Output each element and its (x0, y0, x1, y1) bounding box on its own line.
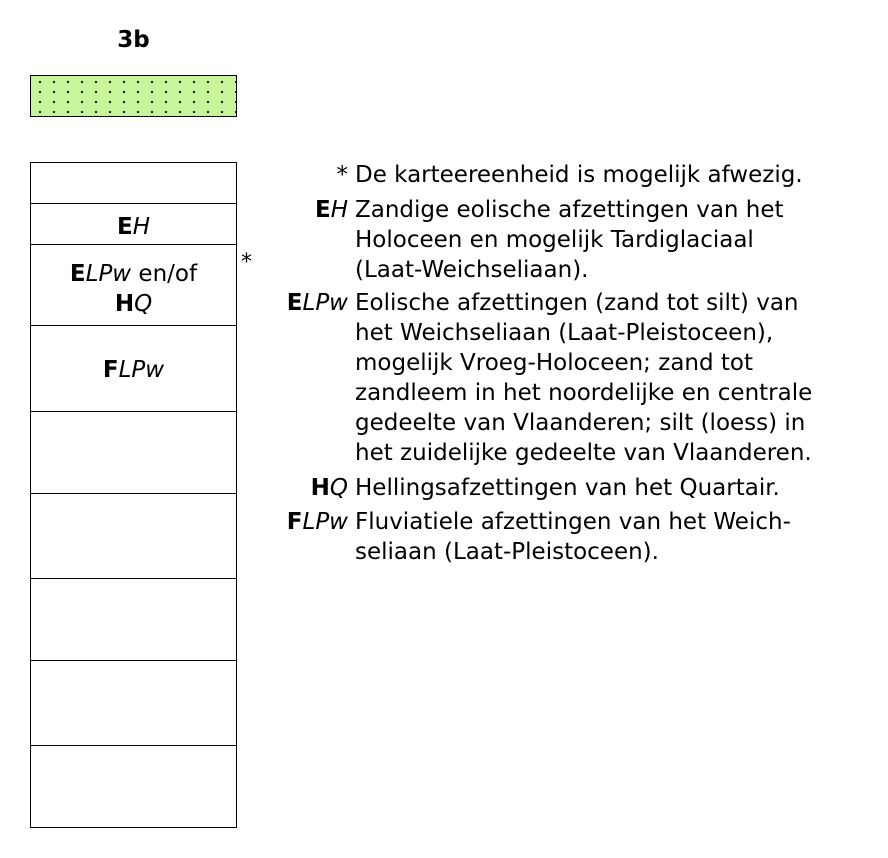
legend-code: HQ (310, 475, 348, 501)
legend-code: * (336, 162, 348, 188)
legend-description: Eolische afzettingen (zand tot silt) van het Weichseliaan (Laat-Pleistoceen), mogelijk Vroeg-Holoceen; zand tot zandleem in het noordelijke en centrale gedeelte van Vlaanderen; silt (loess) in het zuidelijke gedeelte van Vlaanderen. (355, 290, 813, 466)
legend-description: Fluviatiele afzettingen van het Weich- seliaan (Laat-Pleistoceen). (355, 509, 791, 565)
layer-label-eh: EH (116, 214, 150, 240)
legend-item (0, 473, 888, 503)
layer-boundary (31, 745, 236, 746)
layer-label-flpw: FLPw (102, 357, 165, 383)
legend-item (0, 507, 888, 567)
profile-title: 3b (117, 27, 150, 53)
legend-description: Hellingsafzettingen van het Quartair. (355, 475, 780, 501)
legend-code: FLPw (286, 509, 348, 535)
layer-boundary (31, 660, 236, 661)
legend-code: ELPw (286, 290, 348, 316)
absence-marker: * (241, 250, 252, 275)
surface-lithology-swatch (30, 75, 237, 117)
legend-item (0, 195, 888, 285)
legend-description: Zandige eolische afzettingen van het Holoceen en mogelijk Tardiglaciaal (Laat-Weichseliaan). (355, 197, 784, 283)
legend-code: EH (314, 197, 348, 223)
legend-item (0, 288, 888, 468)
legend-description: De karteereenheid is mogelijk afwezig. (355, 162, 803, 188)
legend-item (0, 160, 888, 190)
layer-boundary (31, 578, 236, 579)
layer-label-elpw-hq: ELPw en/of HQ (69, 261, 198, 317)
